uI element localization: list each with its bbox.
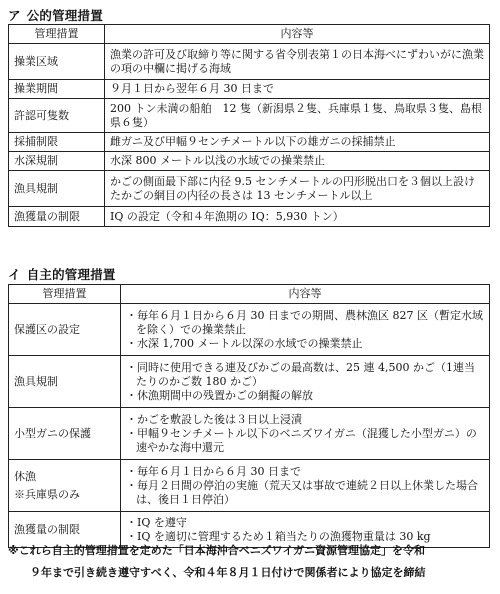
row-label: 水深規制 (9, 152, 105, 171)
row-content (121, 408, 490, 460)
public-measures-table (8, 24, 490, 227)
row-label: 操業期間 (9, 80, 105, 99)
row-label-text: 小型ガニの保護 (14, 426, 91, 440)
row-label: 漁具規制 (9, 171, 105, 207)
row-sublabel: ※兵庫県のみ (14, 487, 80, 501)
table-row (9, 408, 490, 460)
list-item: ・ 甲幅９センチメートル以下のベニズワイガニ（混獲した小型ガニ）の速やかな海中還元 (126, 427, 484, 455)
header-content: 内容等 (121, 285, 490, 304)
table-header-row (9, 285, 490, 304)
row-content: 200 トン未満の船舶 12 隻（新潟県２隻、兵庫県１隻、鳥取県３隻、島根県６隻） (105, 99, 490, 133)
header-measure: 管理措置 (9, 25, 105, 44)
list-item: ・ 水深 1,700 メートル以深の水域での操業禁止 (126, 337, 484, 351)
section-b-heading (8, 265, 116, 283)
row-label-text: 保護区の設定 (14, 322, 80, 336)
list-item: ・ IQ を適切に管理するため１箱当たりの漁獲物重量は 30 kg (126, 530, 484, 544)
header-content: 内容等 (105, 25, 490, 44)
row-content (121, 460, 490, 512)
voluntary-measures-table (8, 284, 490, 548)
table-row (9, 80, 490, 99)
row-content (121, 356, 490, 408)
footnote (8, 540, 494, 584)
row-label (9, 460, 121, 512)
table-row (9, 44, 490, 80)
row-content: かごの側面最下部に内径 9.5 センチメートルの円形脱出口を３個以上設けたかごの網目の内径の長さは 13 センチメートル以上 (105, 171, 490, 207)
row-label (9, 304, 121, 356)
table-row (9, 304, 490, 356)
table-header-row (9, 25, 490, 44)
table-row (9, 460, 490, 512)
list-item: ・ 毎年６月１日から６月 30 日までの期間、農林漁区 827 区（暫定水域を除く）での操業禁止 (126, 309, 484, 337)
row-label-text: 休漁 (14, 469, 36, 483)
row-label-text: 漁獲量の制限 (14, 522, 80, 536)
table-row (9, 207, 490, 227)
table-row (9, 99, 490, 133)
table-row (9, 152, 490, 171)
table-row (9, 171, 490, 207)
footnote-line2: ９年まで引き続き遵守すべく、令和４年８月１日付けで関係者により協定を締結 (30, 566, 426, 579)
table-row (9, 356, 490, 408)
list-item: ・ 毎年６月１日から６月 30 日まで (126, 465, 484, 479)
footnote-line1: ※これら自主的管理措置を定めた「日本海沖合ベニズワイガニ資源管理協定」を令和 (8, 544, 426, 557)
row-label-text: 漁具規制 (14, 374, 58, 388)
row-content: 漁業の許可及び取締り等に関する省令別表第１の日本海べにずわいがに漁業の項の中欄に掲げる海域 (105, 44, 490, 80)
row-label: 許認可隻数 (9, 99, 105, 133)
section-b-mark: イ (8, 267, 21, 282)
row-content: 雌ガニ及び甲幅９センチメートル以下の雄ガニの採捕禁止 (105, 133, 490, 152)
row-label (9, 356, 121, 408)
section-a-mark: ア (8, 8, 21, 23)
list-item: ・ 毎月２日間の停泊の実施（荒天又は事故で連続２日以上休業した場合は、後日１日停泊） (126, 479, 484, 507)
row-content: ９月１日から翌年６月 30 日まで (105, 80, 490, 99)
section-a-heading (8, 6, 103, 24)
list-item: ・ かごを敷設した後は３日以上浸漬 (126, 413, 484, 427)
section-a-title: 公的管理措置 (26, 8, 103, 23)
row-label: 操業区域 (9, 44, 105, 80)
header-measure: 管理措置 (9, 285, 121, 304)
table-row (9, 133, 490, 152)
list-item: ・ 同時に使用できる連及びかごの最高数は、25 連 4,500 かご（1連当たりのかご数 180 かご） (126, 361, 484, 389)
list-item: ・ 休漁期間中の残置かごの網擬の解放 (126, 389, 484, 403)
row-content (121, 304, 490, 356)
row-label (9, 408, 121, 460)
section-b-title: 自主的管理措置 (26, 267, 116, 282)
list-item: ・ IQ を遵守 (126, 516, 484, 530)
row-label: 採捕制限 (9, 133, 105, 152)
row-content: IQ の設定（令和４年漁期の IQ：5,930 トン） (105, 207, 490, 227)
row-label: 漁獲量の制限 (9, 207, 105, 227)
row-content: 水深 800 メートル以浅の水域での操業禁止 (105, 152, 490, 171)
